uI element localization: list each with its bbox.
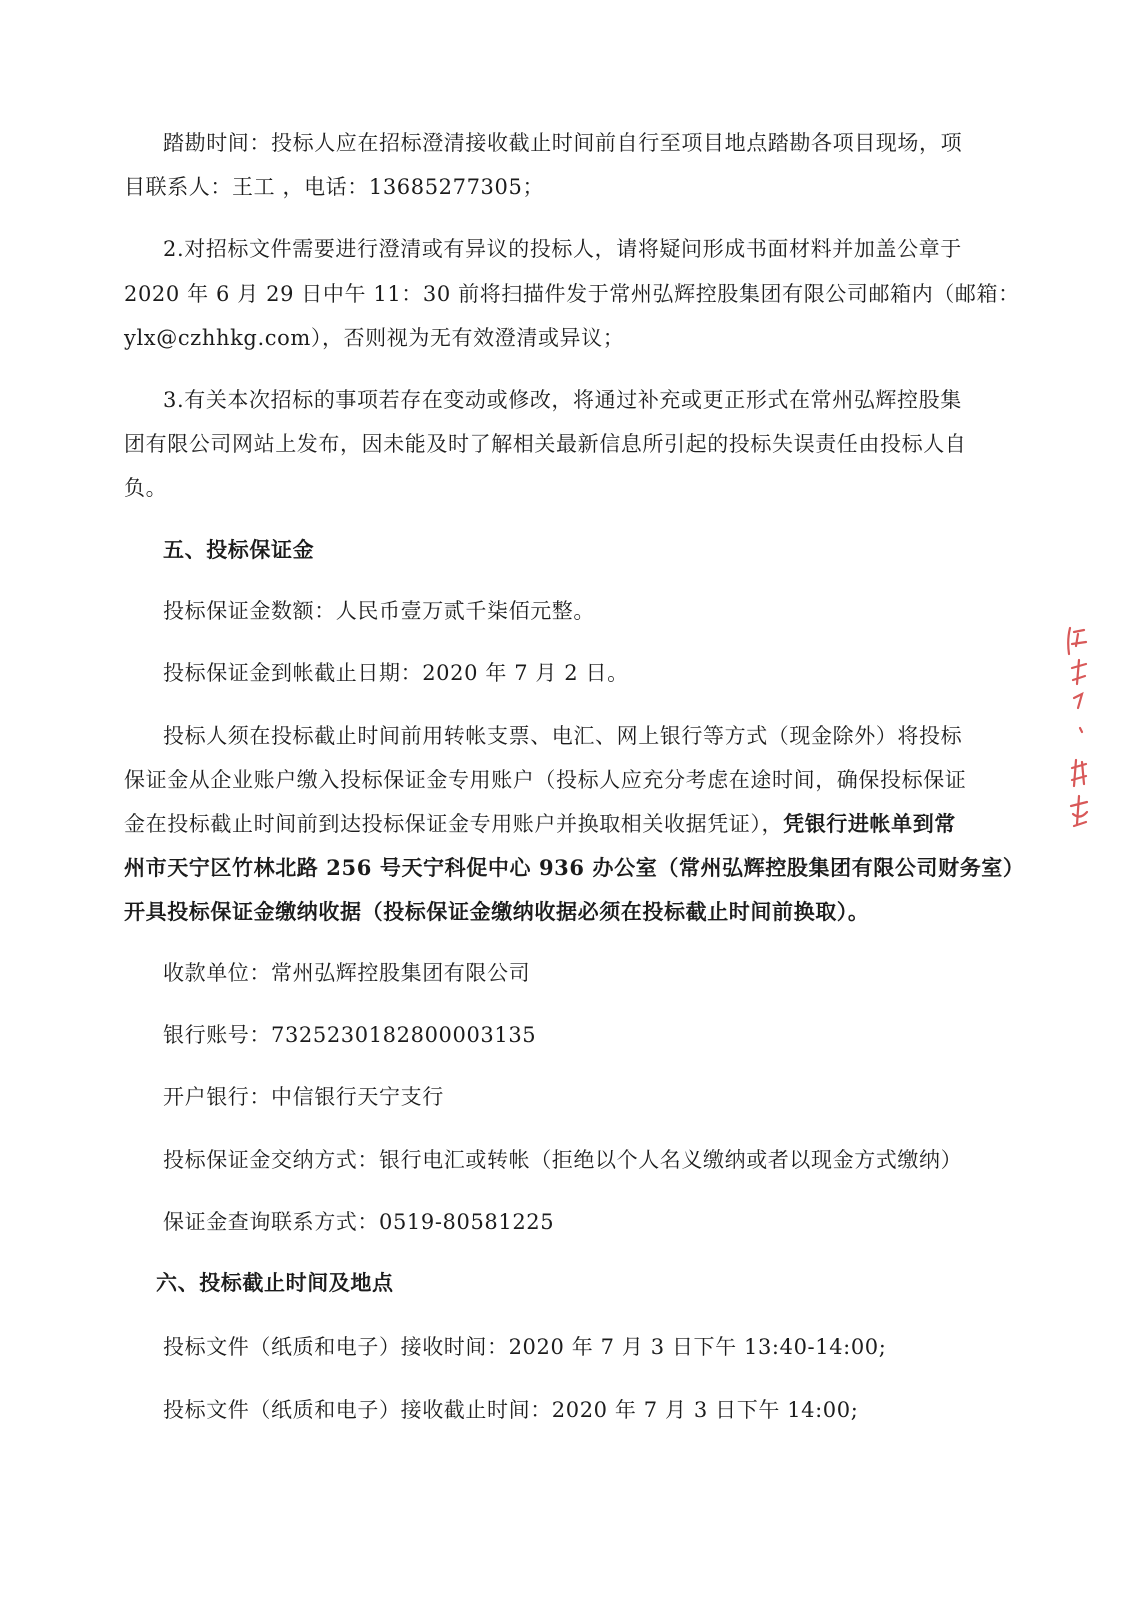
deposit-instructions-line-5: 开具投标保证金缴纳收据（投标保证金缴纳收据必须在投标截止时间前换取）。 [124,899,870,924]
section-five-heading: 五、投标保证金 [163,537,315,562]
clarification-line-3: ylx@czhhkg.com），否则视为无有效澄清或异议； [124,326,625,350]
bank-account-line: 银行账号：7325230182800003135 [163,1023,537,1047]
deposit-instructions-line-1: 投标人须在投标截止时间前用转帐支票、电汇、网上银行等方式（现金除外）将投标 [163,724,963,748]
deposit-instructions-line-3 [124,809,1004,839]
changes-line-3: 负。 [124,476,168,500]
payment-method-line: 投标保证金交纳方式：银行电汇或转帐（拒绝以个人名义缴纳或者以现金方式缴纳） [163,1148,963,1172]
deposit-instructions-line-3-bold: 凭银行进帐单到常 [783,811,956,836]
seal-stamp-fragment [1058,610,1098,850]
deposit-deadline: 投标保证金到帐截止日期：2020 年 7 月 2 日。 [163,661,629,685]
clarification-line-1: 2.对招标文件需要进行澄清或有异议的投标人，请将疑问形成书面材料并加盖公章于 [163,237,962,261]
changes-line-2: 团有限公司网站上发布，因未能及时了解相关最新信息所引起的投标失误责任由投标人自 [124,432,967,456]
deposit-amount: 投标保证金数额：人民币壹万贰千柒佰元整。 [163,599,595,623]
survey-time-line-1: 踏勘时间：投标人应在招标澄清接收截止时间前自行至项目地点踏勘各项目现场，项 [163,131,963,155]
section-six-heading: 六、投标截止时间及地点 [156,1270,394,1295]
bid-receive-time: 投标文件（纸质和电子）接收时间：2020 年 7 月 3 日下午 13:40-14:00; [163,1335,887,1359]
clarification-line-2: 2020 年 6 月 29 日中午 11：30 前将扫描件发于常州弘辉控股集团有限公司邮箱内（邮箱： [124,282,1020,306]
bank-name-line: 开户银行：中信银行天宁支行 [163,1085,444,1109]
deposit-instructions-line-4: 州市天宁区竹林北路 256 号天宁科促中心 936 办公室（常州弘辉控股集团有限公司财务室） [124,855,1025,880]
payee-line: 收款单位：常州弘辉控股集团有限公司 [163,961,531,985]
deposit-instructions-line-3-regular: 金在投标截止时间前到达投标保证金专用账户并换取相关收据凭证）， [124,812,784,836]
deposit-contact-line: 保证金查询联系方式：0519-80581225 [163,1210,555,1234]
deposit-instructions-line-2: 保证金从企业账户缴入投标保证金专用账户（投标人应充分考虑在途时间，确保投标保证 [124,768,967,792]
changes-line-1: 3.有关本次招标的事项若存在变动或修改，将通过补充或更正形式在常州弘辉控股集 [163,388,962,412]
survey-time-line-2: 目联系人：王工 ，电话：13685277305； [124,175,545,199]
bid-cutoff-time: 投标文件（纸质和电子）接收截止时间：2020 年 7 月 3 日下午 14:00; [163,1398,859,1422]
